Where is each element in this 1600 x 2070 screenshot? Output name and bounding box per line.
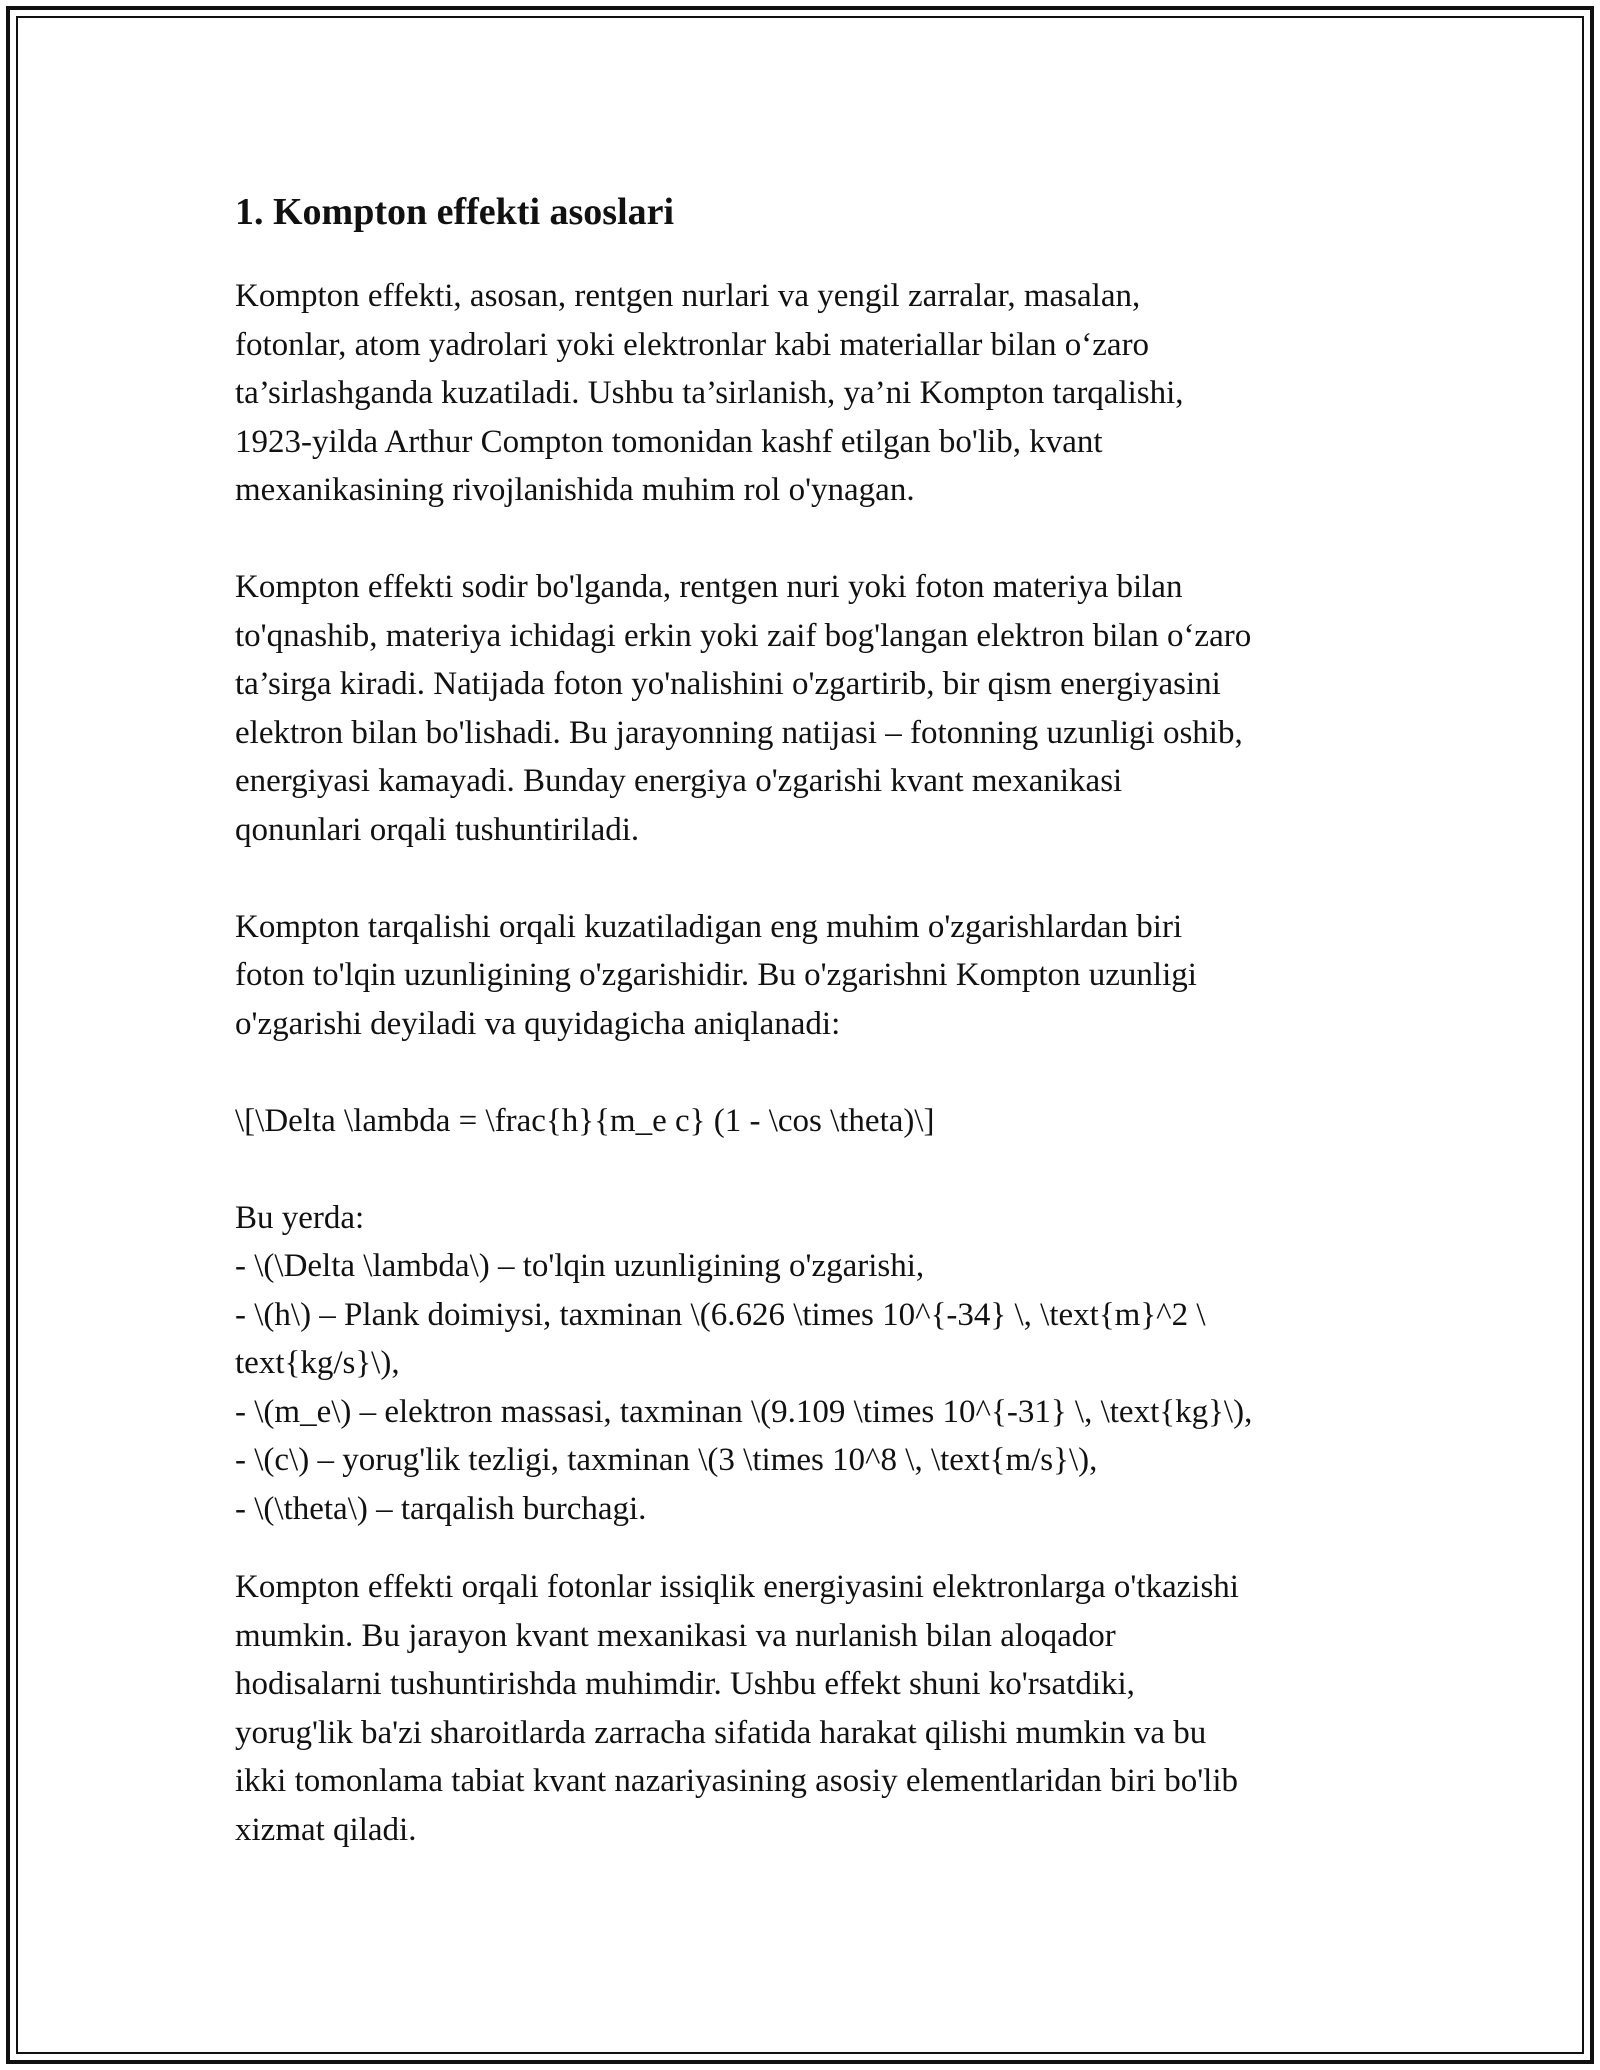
list-item: - \(\theta\) – tarqalish burchagi. — [235, 1490, 647, 1527]
text-line: o'zgarishi deyiladi va quyidagicha aniqlanadi: — [235, 1005, 841, 1042]
text-line: 1923-yilda Arthur Compton tomonidan kashf etilgan bo'lib, kvant — [235, 423, 1103, 460]
text-line: ta’sirlashganda kuzatiladi. Ushbu ta’sirlanish, ya’ni Kompton tarqalishi, — [235, 375, 1184, 411]
paragraph-variable-definitions — [235, 1194, 1375, 1534]
paragraph-conclusion — [235, 1563, 1375, 1854]
text-line: qonunlari orqali tushuntiriladi. — [235, 811, 640, 848]
text-line: Kompton tarqalishi orqali kuzatiladigan eng muhim o'zgarishlardan biri — [235, 908, 1183, 945]
list-item: - \(\Delta \lambda\) – to'lqin uzunligining o'zgarishi, — [235, 1248, 925, 1284]
paragraph-mechanism — [235, 563, 1375, 854]
text-line: ta’sirga kiradi. Natijada foton yo'nalishini o'zgartirib, bir qism energiyasini — [235, 666, 1221, 702]
list-item: - \(h\) – Plank doimiysi, taxminan \(6.626 \times 10^{-34} \, \text{m}^2 \ — [235, 1296, 1206, 1333]
text-line: mumkin. Bu jarayon kvant mexanikasi va nurlanish bilan aloqador — [235, 1617, 1116, 1654]
text-line: to'qnashib, materiya ichidagi erkin yoki zaif bog'langan elektron bilan o‘zaro — [235, 617, 1252, 654]
text-line: Bu yerda: — [235, 1199, 365, 1236]
text-line: Kompton effekti sodir bo'lganda, rentgen nuri yoki foton materiya bilan — [235, 569, 1183, 605]
formula-compton-shift — [235, 1097, 1375, 1146]
text-line: Kompton effekti, asosan, rentgen nurlari va yengil zarralar, masalan, — [235, 278, 1141, 314]
paragraph-intro — [235, 272, 1375, 515]
text-line: mexanikasining rivojlanishida muhim rol o'ynagan. — [235, 472, 915, 508]
text-line: yorug'lik ba'zi sharoitlarda zarracha sifatida harakat qilishi mumkin va bu — [235, 1714, 1207, 1751]
text-line: hodisalarni tushuntirishda muhimdir. Ushbu effekt shuni ko'rsatdiki, — [235, 1666, 1135, 1702]
text-line: energiyasi kamayadi. Bunday energiya o'zgarishi kvant mexanikasi — [235, 763, 1123, 799]
list-item-continuation: text{kg/s}\), — [235, 1345, 400, 1381]
text-line: foton to'lqin uzunligining o'zgarishidir. Bu o'zgarishni Kompton uzunligi — [235, 957, 1197, 993]
document-body — [235, 186, 1375, 1854]
text-line: Kompton effekti orqali fotonlar issiqlik energiyasini elektronlarga o'tkazishi — [235, 1569, 1239, 1605]
list-item: - \(c\) – yorug'lik tezligi, taxminan \(3 \times 10^8 \, \text{m/s}\), — [235, 1442, 1098, 1478]
text-line: xizmat qiladi. — [235, 1811, 417, 1848]
text-line: elektron bilan bo'lishadi. Bu jarayonning natijasi – fotonning uzunligi oshib, — [235, 714, 1243, 751]
paragraph-wavelength-shift — [235, 903, 1375, 1049]
formula-line: \[\Delta \lambda = \frac{h}{m_e c} (1 - \cos \theta)\] — [235, 1102, 935, 1139]
section-heading: 1. Kompton effekti asoslari — [235, 191, 675, 233]
list-item: - \(m_e\) – elektron massasi, taxminan \(9.109 \times 10^{-31} \, \text{kg}\), — [235, 1393, 1253, 1430]
text-line: fotonlar, atom yadrolari yoki elektronlar kabi materiallar bilan o‘zaro — [235, 326, 1150, 363]
text-line: ikki tomonlama tabiat kvant nazariyasining asosiy elementlaridan biri bo'lib — [235, 1763, 1239, 1799]
